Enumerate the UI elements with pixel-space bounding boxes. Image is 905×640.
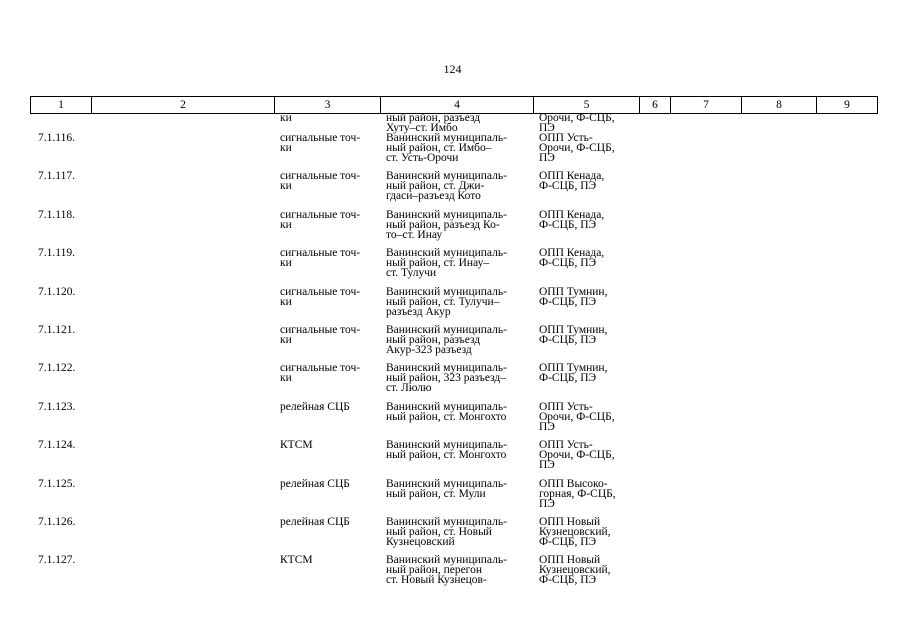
object-location xyxy=(386,517,536,547)
object-type xyxy=(280,248,380,268)
responsible-unit-line: Орочи, Ф-СЦБ, xyxy=(539,142,615,154)
object-type-line: сигнальные точ- xyxy=(280,170,361,183)
object-location xyxy=(386,133,536,163)
responsible-unit-line: Ф-СЦБ, ПЭ xyxy=(539,372,597,385)
responsible-unit-line: Кузнецовский, xyxy=(539,525,611,538)
column-header-row xyxy=(31,97,878,114)
object-type xyxy=(280,325,380,345)
object-type-line: ки xyxy=(280,257,292,270)
object-location-line: Ванинский муниципаль- xyxy=(386,400,507,413)
object-location-line: Ванинский муниципаль- xyxy=(386,477,507,490)
responsible-unit xyxy=(539,133,639,163)
object-location-line: Ванинский муниципаль- xyxy=(386,323,507,336)
object-location-line: ный район, ст. Имбо– xyxy=(386,142,492,154)
responsible-unit xyxy=(539,517,639,547)
column-header-8: 8 xyxy=(742,97,817,114)
object-type-line: сигнальные точ- xyxy=(280,323,361,336)
object-location-line: ный район, ст. Монгохто xyxy=(386,449,507,462)
column-header-2: 2 xyxy=(92,97,275,114)
object-type xyxy=(280,479,380,489)
object-location-line: ный район, перегон xyxy=(386,564,483,577)
object-location-line: ст. Усть-Орочи xyxy=(386,152,459,164)
object-location-line: ный район, ст. Тулучи– xyxy=(386,295,500,308)
object-location-line: ный район, 323 разъезд– xyxy=(386,372,507,385)
object-location xyxy=(386,325,536,355)
row-number xyxy=(38,479,75,489)
object-location-line: гдаси–разъезд Кото xyxy=(386,190,481,203)
responsible-unit-line: Ф-СЦБ, ПЭ xyxy=(539,218,597,231)
object-location-line: Хуту–ст. Имбо xyxy=(386,122,458,134)
object-type-line: ки xyxy=(280,180,292,193)
object-type-line: сигнальные точ- xyxy=(280,208,361,221)
object-type xyxy=(280,440,380,450)
object-type-line: ки xyxy=(280,112,292,124)
responsible-unit-line: Ф-СЦБ, ПЭ xyxy=(539,295,597,308)
object-location-line: ст. Люлю xyxy=(386,382,432,395)
row-number-line: 7.1.120. xyxy=(38,285,76,298)
object-type-line: ки xyxy=(280,142,292,154)
responsible-unit-line: ПЭ xyxy=(539,152,555,164)
object-location-line: Ванинский муниципаль- xyxy=(386,515,507,528)
row-number-line: 7.1.118. xyxy=(38,208,75,221)
object-location-line: ст. Тулучи xyxy=(386,267,437,280)
responsible-unit-line: Ф-СЦБ, ПЭ xyxy=(539,333,597,346)
object-location-line: Ванинский муниципаль- xyxy=(386,285,507,298)
row-number-line: 7.1.124. xyxy=(38,439,76,452)
responsible-unit-line: ОПП Новый xyxy=(539,515,601,528)
object-type-line: ки xyxy=(280,333,292,346)
responsible-unit-line: ПЭ xyxy=(539,122,555,134)
responsible-unit xyxy=(539,479,639,509)
table-row xyxy=(30,517,877,555)
object-location xyxy=(386,287,536,317)
object-type xyxy=(280,133,380,153)
responsible-unit xyxy=(539,171,639,191)
object-type xyxy=(280,555,380,565)
responsible-unit-line: Ф-СЦБ, ПЭ xyxy=(539,180,597,193)
object-location-line: Акур-323 разъезд xyxy=(386,343,472,356)
responsible-unit-line: горная, Ф-СЦБ, xyxy=(539,487,616,500)
responsible-unit-line: Орочи, Ф-СЦБ, xyxy=(539,410,615,423)
row-number-line: 7.1.123. xyxy=(38,400,76,413)
row-number-line: 7.1.125. xyxy=(38,477,76,490)
responsible-unit-line: Ф-СЦБ, ПЭ xyxy=(539,257,597,270)
responsible-unit-line: ОПП Усть- xyxy=(539,439,593,452)
object-type xyxy=(280,210,380,230)
object-type-line: КТСМ xyxy=(280,554,313,567)
responsible-unit-line: Орочи, Ф-СЦБ, xyxy=(539,112,615,124)
object-type-line: сигнальные точ- xyxy=(280,132,361,144)
responsible-unit-line: ПЭ xyxy=(539,420,555,433)
column-header-5: 5 xyxy=(534,97,640,114)
object-location-line: то–ст. Инау xyxy=(386,228,443,241)
object-location xyxy=(386,210,536,240)
object-location xyxy=(386,113,536,133)
object-location-line: Ванинский муниципаль- xyxy=(386,554,507,567)
responsible-unit xyxy=(539,287,639,307)
object-location-line: Ванинский муниципаль- xyxy=(386,362,507,375)
responsible-unit xyxy=(539,210,639,230)
object-type-line: релейная СЦБ xyxy=(280,400,350,413)
table-row xyxy=(30,113,877,133)
object-type xyxy=(280,287,380,307)
row-number xyxy=(38,210,75,220)
object-location xyxy=(386,402,536,422)
table-row xyxy=(30,325,877,363)
object-location-line: ный район, разъезд xyxy=(386,333,481,346)
object-type xyxy=(280,363,380,383)
object-location-line: ный район, ст. Мули xyxy=(386,487,486,500)
object-location-line: Ванинский муниципаль- xyxy=(386,247,507,260)
object-location xyxy=(386,248,536,278)
object-type-line: КТСМ xyxy=(280,439,313,452)
row-number-line: 7.1.126. xyxy=(38,515,76,528)
responsible-unit xyxy=(539,440,639,470)
object-location-line: разъезд Акур xyxy=(386,305,451,318)
object-location-line: ст. Новый Кузнецов- xyxy=(386,574,487,587)
row-number-line: 7.1.122. xyxy=(38,362,76,375)
row-number xyxy=(38,248,75,258)
object-type xyxy=(280,517,380,527)
object-location xyxy=(386,171,536,201)
object-location xyxy=(386,363,536,393)
responsible-unit-line: ПЭ xyxy=(539,497,555,510)
object-location-line: ный район, ст. Новый xyxy=(386,525,492,538)
object-type-line: ки xyxy=(280,295,292,308)
row-number xyxy=(38,287,75,297)
row-number-line: 7.1.121. xyxy=(38,323,76,336)
table-row xyxy=(30,133,877,171)
object-location-line: ный район, разъезд xyxy=(386,112,481,124)
responsible-unit-line: ОПП Тумнин, xyxy=(539,323,608,336)
responsible-unit-line: ПЭ xyxy=(539,459,555,472)
column-header-7: 7 xyxy=(671,97,742,114)
responsible-unit-line: ОПП Высоко- xyxy=(539,477,608,490)
responsible-unit-line: ОПП Кенада, xyxy=(539,208,605,221)
object-location-line: ный район, разъезд Ко- xyxy=(386,218,500,231)
table-row xyxy=(30,248,877,286)
row-number xyxy=(38,171,75,181)
column-header-3: 3 xyxy=(275,97,381,114)
row-number-line: 7.1.116. xyxy=(38,132,75,144)
object-type xyxy=(280,402,380,412)
responsible-unit-line: ОПП Новый xyxy=(539,554,601,567)
row-number xyxy=(38,363,75,373)
object-location-line: Кузнецовский xyxy=(386,535,455,548)
object-type-line: сигнальные точ- xyxy=(280,285,361,298)
table-row xyxy=(30,402,877,440)
responsible-unit xyxy=(539,555,639,585)
object-location-line: Ванинский муниципаль- xyxy=(386,132,507,144)
column-header-4: 4 xyxy=(381,97,534,114)
responsible-unit xyxy=(539,402,639,432)
object-type xyxy=(280,113,380,123)
row-number xyxy=(38,555,75,565)
table-row xyxy=(30,287,877,325)
row-number-line: 7.1.127. xyxy=(38,554,76,567)
responsible-unit-line: Орочи, Ф-СЦБ, xyxy=(539,449,615,462)
table-row xyxy=(30,440,877,478)
column-header-1: 1 xyxy=(31,97,92,114)
row-number xyxy=(38,325,75,335)
table-body xyxy=(30,113,877,594)
table-row xyxy=(30,555,877,593)
row-number-line: 7.1.117. xyxy=(38,170,75,183)
responsible-unit-line: Ф-СЦБ, ПЭ xyxy=(539,574,597,587)
object-location-line: Ванинский муниципаль- xyxy=(386,208,507,221)
object-type-line: релейная СЦБ xyxy=(280,515,350,528)
object-location-line: ный район, ст. Инау– xyxy=(386,257,490,270)
object-type xyxy=(280,171,380,191)
responsible-unit-line: Ф-СЦБ, ПЭ xyxy=(539,535,597,548)
object-location xyxy=(386,440,536,460)
responsible-unit xyxy=(539,325,639,345)
object-location xyxy=(386,479,536,499)
table-row xyxy=(30,363,877,401)
object-location-line: ный район, ст. Джи- xyxy=(386,180,485,193)
responsible-unit-line: ОПП Усть- xyxy=(539,400,593,413)
page-number: 124 xyxy=(443,62,462,76)
object-location-line: Ванинский муниципаль- xyxy=(386,170,507,183)
responsible-unit-line: ОПП Кенада, xyxy=(539,170,605,183)
responsible-unit-line: Кузнецовский, xyxy=(539,564,611,577)
row-number xyxy=(38,517,75,527)
object-type-line: ки xyxy=(280,218,292,231)
responsible-unit-line: ОПП Кенада, xyxy=(539,247,605,260)
row-number xyxy=(38,440,75,450)
object-type-line: сигнальные точ- xyxy=(280,362,361,375)
responsible-unit xyxy=(539,363,639,383)
table-row xyxy=(30,479,877,517)
object-type-line: сигнальные точ- xyxy=(280,247,361,260)
responsible-unit xyxy=(539,248,639,268)
object-location-line: ный район, ст. Монгохто xyxy=(386,410,507,423)
table-row xyxy=(30,210,877,248)
row-number-line: 7.1.119. xyxy=(38,247,75,260)
object-location xyxy=(386,555,536,585)
responsible-unit-line: ОПП Тумнин, xyxy=(539,362,608,375)
object-type-line: ки xyxy=(280,372,292,385)
object-type-line: релейная СЦБ xyxy=(280,477,350,490)
responsible-unit xyxy=(539,113,639,133)
row-number xyxy=(38,133,75,143)
column-header-9: 9 xyxy=(817,97,878,114)
row-number xyxy=(38,402,75,412)
column-header-6: 6 xyxy=(640,97,671,114)
object-location-line: Ванинский муниципаль- xyxy=(386,439,507,452)
responsible-unit-line: ОПП Тумнин, xyxy=(539,285,608,298)
responsible-unit-line: ОПП Усть- xyxy=(539,132,593,144)
table-row xyxy=(30,171,877,209)
